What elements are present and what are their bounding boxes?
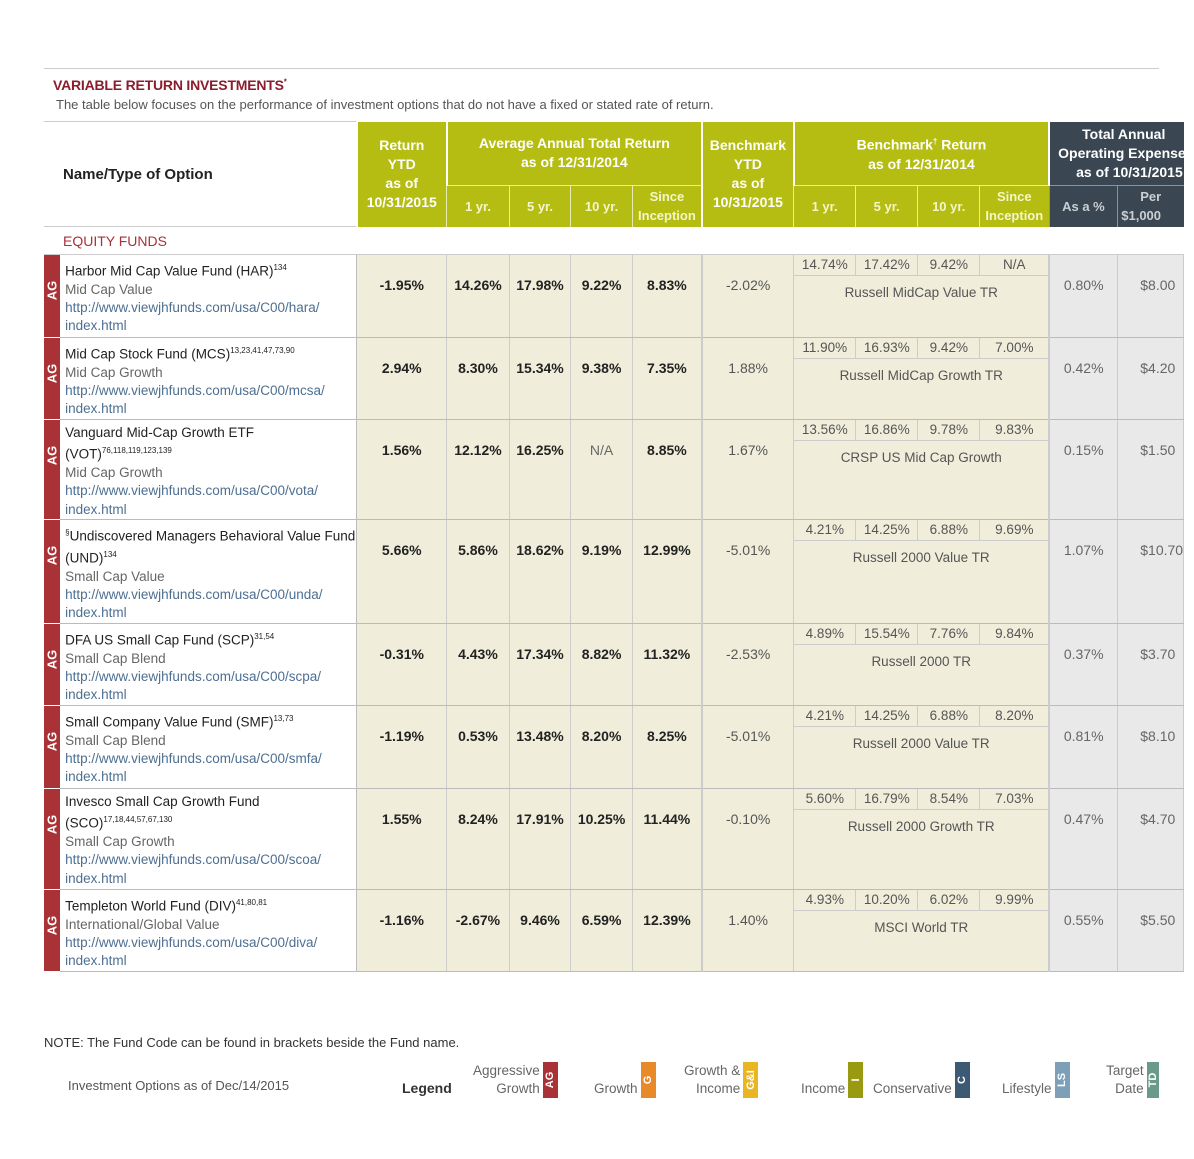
header-return-ytd xyxy=(357,122,447,227)
return-ytd: -1.16% xyxy=(357,889,447,971)
header-1yr: 1 yr. xyxy=(447,186,510,227)
header-10yr: 10 yr. xyxy=(571,186,633,227)
fund-footnotes: 13,73 xyxy=(273,713,294,723)
header-line: as of 12/31/2014 xyxy=(868,156,975,173)
legend-code: G xyxy=(642,1075,655,1085)
header-5yr: 5 yr. xyxy=(509,186,571,227)
legend-label: Legend xyxy=(402,1080,452,1096)
header-bench-1yr: 1 yr. xyxy=(794,186,856,227)
benchmark-since-inception: 7.03% xyxy=(995,790,1034,806)
category-code: AG xyxy=(44,915,60,936)
expense-pct: 0.47% xyxy=(1049,788,1118,889)
benchmark-returns xyxy=(794,338,1048,359)
return-10yr: 6.59% xyxy=(571,889,633,971)
benchmark-returns xyxy=(794,255,1048,276)
fund-type: Mid Cap Growth xyxy=(65,364,163,380)
header-text: Return xyxy=(937,137,987,154)
legend-text-line: Growth xyxy=(496,1081,540,1096)
legend-code: AG xyxy=(544,1071,557,1089)
category-code: AG xyxy=(44,814,60,835)
legend-text-line: Conservative xyxy=(873,1081,952,1096)
benchmark-ytd: -0.10% xyxy=(702,788,794,889)
header-line: Return xyxy=(379,137,425,153)
fund-name-text: DFA US Small Cap Fund (SCP) xyxy=(65,632,255,648)
return-10yr: 8.82% xyxy=(571,623,633,705)
benchmark-1yr: 4.93% xyxy=(794,890,856,910)
fund-name xyxy=(65,710,356,732)
benchmark-10yr: 6.02% xyxy=(918,890,980,910)
header-name-type: Name/Type of Option xyxy=(44,122,357,227)
legend-swatch xyxy=(1055,1062,1070,1098)
fund-link-line[interactable]: index.html xyxy=(65,769,127,785)
benchmark-1yr: 14.74% xyxy=(794,255,856,275)
fund-name-text: Vanguard Mid-Cap Growth ETF (VOT) xyxy=(65,425,254,462)
benchmark-since-inception: 7.00% xyxy=(995,340,1034,355)
fund-name-text: Invesco Small Cap Growth Fund (SCO) xyxy=(65,793,260,831)
fund-footnotes: 13,23,41,47,73,90 xyxy=(230,346,295,355)
benchmark-cell xyxy=(794,519,1049,623)
header-line: YTD xyxy=(387,156,416,172)
legend-text-line: Income xyxy=(801,1081,846,1096)
return-since-inception: 12.39% xyxy=(632,889,702,971)
return-10yr: 10.25% xyxy=(571,788,633,889)
header-line: Inception xyxy=(638,208,696,224)
expense-per-1000: $8.10 xyxy=(1118,705,1184,788)
legend-text xyxy=(594,1080,638,1098)
benchmark-since-inception: 8.20% xyxy=(995,707,1034,723)
expense-per-1000: $1.50 xyxy=(1118,420,1184,520)
expense-per-1000: $10.70 xyxy=(1118,519,1184,623)
legend-text xyxy=(473,1062,540,1098)
return-ytd: -1.19% xyxy=(357,705,447,788)
header-operating-expenses xyxy=(1049,122,1194,186)
legend-swatch xyxy=(543,1062,558,1098)
return-since-inception: 8.83% xyxy=(632,255,702,338)
header-line: $1,000 xyxy=(1121,208,1162,224)
benchmark-1yr: 4.21% xyxy=(794,706,856,726)
fund-name-cell xyxy=(60,255,357,338)
return-since-inception: 8.85% xyxy=(632,420,702,520)
header-line xyxy=(795,132,1048,155)
fund-link-line[interactable]: index.html xyxy=(65,953,127,969)
fund-row xyxy=(44,889,1184,971)
fund-row xyxy=(44,519,1184,623)
benchmark-cell xyxy=(794,420,1049,520)
benchmark-10yr: 9.42% xyxy=(918,255,980,275)
benchmark-ytd: 1.88% xyxy=(702,338,794,420)
return-5yr: 13.48% xyxy=(509,705,571,788)
benchmark-ytd: -2.53% xyxy=(702,623,794,705)
fund-name xyxy=(65,424,356,464)
fund-name-text: Mid Cap Stock Fund (MCS) xyxy=(65,346,231,362)
return-1yr: 12.12% xyxy=(447,420,510,520)
fund-name xyxy=(65,342,356,364)
benchmark-10yr: 6.88% xyxy=(918,520,980,540)
return-since-inception: 12.99% xyxy=(632,519,702,623)
return-since-inception: 8.25% xyxy=(632,705,702,788)
benchmark-5yr: 16.79% xyxy=(856,789,918,809)
fund-link-line[interactable]: index.html xyxy=(65,870,127,886)
fund-link-line[interactable]: http://www.viewjhfunds.com/usa/C00/mcsa/ xyxy=(65,383,325,399)
fund-footnotes: 134 xyxy=(103,549,117,559)
category-code: AG xyxy=(44,545,60,566)
return-5yr: 15.34% xyxy=(509,338,571,420)
title-footnote-mark: * xyxy=(283,77,287,87)
legend-item-c xyxy=(873,1062,970,1098)
benchmark-1yr: 13.56% xyxy=(794,420,856,440)
legend-code: TD xyxy=(1146,1072,1159,1088)
fund-name-cell xyxy=(60,889,357,971)
legend-swatch xyxy=(641,1062,656,1098)
fund-name-cell xyxy=(60,705,357,788)
return-ytd: 5.66% xyxy=(357,519,447,623)
header-line: Since xyxy=(996,189,1032,205)
legend-text-line: Growth xyxy=(594,1081,638,1096)
expense-per-1000: $4.70 xyxy=(1118,788,1184,889)
fund-type: Small Cap Value xyxy=(65,568,165,584)
header-line: as of 12/31/2014 xyxy=(521,154,628,171)
benchmark-cell xyxy=(794,255,1049,338)
benchmark-ytd: -5.01% xyxy=(702,519,794,623)
benchmark-10yr: 9.42% xyxy=(918,338,980,358)
category-tag-aggressive-growth xyxy=(44,420,60,520)
legend-text xyxy=(801,1080,845,1098)
benchmark-5yr: 15.54% xyxy=(856,624,918,644)
return-10yr: 9.38% xyxy=(571,338,633,420)
legend-item-ls xyxy=(1002,1062,1070,1098)
header-bench-since-inception xyxy=(979,186,1049,227)
fund-link[interactable] xyxy=(65,299,356,336)
fund-row xyxy=(44,705,1184,788)
top-rule xyxy=(44,68,1159,69)
return-ytd: -0.31% xyxy=(357,623,447,705)
legend-code: LS xyxy=(1056,1072,1069,1088)
category-tag-aggressive-growth xyxy=(44,255,60,338)
title-text: VARIABLE RETURN INVESTMENTS xyxy=(53,77,284,93)
header-line: as of 10/31/2015 xyxy=(1076,163,1183,180)
benchmark-cell xyxy=(794,705,1049,788)
header-line: YTD xyxy=(733,156,762,172)
benchmark-name: MSCI World TR xyxy=(874,919,969,935)
return-5yr: 17.34% xyxy=(509,623,571,705)
return-since-inception: 11.32% xyxy=(632,623,702,705)
fund-row xyxy=(44,338,1184,420)
legend-text-line: Target Date xyxy=(1106,1063,1144,1096)
expense-pct: 1.07% xyxy=(1049,519,1118,623)
fund-link[interactable] xyxy=(65,482,356,519)
fund-name-text: Harbor Mid Cap Value Fund (HAR) xyxy=(65,263,274,279)
category-tag-aggressive-growth xyxy=(44,788,60,889)
return-10yr: N/A xyxy=(571,420,633,520)
benchmark-name: CRSP US Mid Cap Growth xyxy=(840,450,1002,465)
header-line: Per xyxy=(1140,189,1162,205)
benchmark-10yr: 6.88% xyxy=(918,706,980,726)
benchmark-10yr: 9.78% xyxy=(918,420,980,440)
return-5yr: 16.25% xyxy=(509,420,571,520)
fund-row xyxy=(44,788,1184,889)
legend-item-td xyxy=(1086,1062,1159,1098)
benchmark-5yr: 14.25% xyxy=(856,706,918,726)
fund-link[interactable] xyxy=(65,668,356,705)
fund-row xyxy=(44,255,1184,338)
category-code: AG xyxy=(44,280,60,301)
legend-swatch xyxy=(955,1062,970,1098)
benchmark-name: Russell MidCap Value TR xyxy=(844,285,998,300)
return-1yr: 4.43% xyxy=(447,623,510,705)
fund-name-text: Templeton World Fund (DIV) xyxy=(65,898,236,914)
benchmark-ytd: -5.01% xyxy=(702,705,794,788)
fund-link-line[interactable]: http://www.viewjhfunds.com/usa/C00/scoa/ xyxy=(65,852,322,868)
return-1yr: -2.67% xyxy=(447,889,510,971)
legend-text-line: Lifestyle xyxy=(1002,1081,1052,1096)
benchmark-ytd: 1.40% xyxy=(702,889,794,971)
benchmark-name: Russell MidCap Growth TR xyxy=(839,368,1003,383)
benchmark-returns xyxy=(794,520,1048,541)
benchmark-returns xyxy=(794,890,1048,911)
fund-link-line[interactable]: http://www.viewjhfunds.com/usa/C00/vota/ xyxy=(65,483,319,499)
return-5yr: 17.98% xyxy=(509,255,571,338)
expense-per-1000: $3.70 xyxy=(1118,623,1184,705)
benchmark-1yr: 5.60% xyxy=(794,789,856,809)
fund-row xyxy=(44,623,1184,705)
fund-name-cell xyxy=(60,623,357,705)
fund-type: Small Cap Blend xyxy=(65,732,166,748)
category-code: AG xyxy=(44,731,60,752)
investment-options-date: Investment Options as of Dec/14/2015 xyxy=(68,1078,290,1093)
fund-footnotes: 134 xyxy=(273,263,287,272)
fund-type: International/Global Value xyxy=(65,916,220,932)
header-line: 10/31/2015 xyxy=(712,194,783,210)
header-bench-5yr: 5 yr. xyxy=(855,186,918,227)
benchmark-ytd: 1.67% xyxy=(702,420,794,520)
legend-text-line: Growth & xyxy=(684,1063,741,1078)
category-tag-aggressive-growth xyxy=(44,889,60,971)
header-line: as of xyxy=(731,175,765,191)
fund-link-line[interactable]: index.html xyxy=(65,318,127,334)
fund-code-note: NOTE: The Fund Code can be found in brackets beside the Fund name. xyxy=(44,1035,460,1050)
fund-type: Small Cap Blend xyxy=(65,650,166,666)
return-10yr: 9.22% xyxy=(571,255,633,338)
legend-item-g-i xyxy=(684,1062,758,1098)
category-tag-aggressive-growth xyxy=(44,705,60,788)
fund-type: Mid Cap Growth xyxy=(65,465,163,481)
return-1yr: 14.26% xyxy=(447,255,510,338)
benchmark-1yr: 4.89% xyxy=(794,624,856,644)
return-1yr: 0.53% xyxy=(447,705,510,788)
fund-name xyxy=(65,524,356,568)
header-since-inception xyxy=(632,186,702,227)
section-subtitle: The table below focuses on the performance of investment options that do not have a fixed or stated rate of return. xyxy=(56,97,714,112)
benchmark-since-inception: 9.69% xyxy=(995,521,1034,537)
header-expense-per-1000 xyxy=(1118,186,1184,227)
benchmark-cell xyxy=(794,338,1049,420)
benchmark-name: Russell 2000 Value TR xyxy=(852,549,990,565)
category-code: AG xyxy=(44,445,60,466)
legend-text xyxy=(1002,1080,1052,1098)
category-code: AG xyxy=(44,363,60,384)
performance-table xyxy=(44,121,1194,972)
expense-per-1000: $8.00 xyxy=(1118,255,1184,338)
header-line: 10/31/2015 xyxy=(366,194,437,210)
benchmark-name: Russell 2000 TR xyxy=(871,653,971,669)
fund-link[interactable] xyxy=(65,934,356,971)
return-5yr: 18.62% xyxy=(509,519,571,623)
fund-name xyxy=(65,793,356,833)
fund-link-line[interactable]: index.html xyxy=(65,605,127,621)
fund-row xyxy=(44,420,1184,520)
benchmark-returns xyxy=(794,789,1048,810)
fund-link[interactable] xyxy=(65,382,356,419)
return-1yr: 8.30% xyxy=(447,338,510,420)
return-ytd: -1.95% xyxy=(357,255,447,338)
header-line: Average Annual Total Return xyxy=(478,135,670,152)
fund-name-cell xyxy=(60,338,357,420)
fund-name xyxy=(65,259,356,281)
benchmark-10yr: 7.76% xyxy=(918,624,980,644)
header-line: Operating Expenses xyxy=(1058,144,1194,161)
header-benchmark-ytd xyxy=(702,122,794,227)
header-expense-pct: As a % xyxy=(1049,186,1118,227)
legend-item-ag xyxy=(473,1062,558,1098)
fund-type: Mid Cap Value xyxy=(65,281,153,297)
legend-swatch xyxy=(743,1062,758,1098)
header-line: Since xyxy=(649,189,685,205)
benchmark-name: Russell 2000 Growth TR xyxy=(847,818,995,834)
expense-pct: 0.80% xyxy=(1049,255,1118,338)
legend-text xyxy=(1086,1062,1144,1098)
benchmark-since-inception: 9.84% xyxy=(995,625,1034,641)
benchmark-cell xyxy=(794,623,1049,705)
benchmark-5yr: 14.25% xyxy=(856,520,918,540)
fund-name-cell xyxy=(60,519,357,623)
legend-code: C xyxy=(956,1076,969,1084)
fund-type: Small Cap Growth xyxy=(65,834,175,850)
header-line: as of xyxy=(385,175,419,191)
fund-footnotes: 41,80,81 xyxy=(235,897,268,907)
return-10yr: 9.19% xyxy=(571,519,633,623)
fund-link[interactable] xyxy=(65,750,356,787)
legend-swatch xyxy=(1147,1062,1159,1098)
return-1yr: 8.24% xyxy=(447,788,510,889)
benchmark-10yr: 8.54% xyxy=(918,789,980,809)
return-since-inception: 11.44% xyxy=(632,788,702,889)
return-ytd: 1.56% xyxy=(357,420,447,520)
benchmark-5yr: 17.42% xyxy=(856,255,918,275)
return-ytd: 1.55% xyxy=(357,788,447,889)
legend-code: G&I xyxy=(744,1070,757,1090)
benchmark-1yr: 4.21% xyxy=(794,520,856,540)
expense-pct: 0.37% xyxy=(1049,623,1118,705)
expense-pct: 0.55% xyxy=(1049,889,1118,971)
expense-per-1000: $5.50 xyxy=(1118,889,1184,971)
legend-text xyxy=(873,1080,952,1098)
fund-footnotes: 17,18,44,57,67,130 xyxy=(103,815,173,825)
header-line: Benchmark xyxy=(709,137,787,153)
expense-pct: 0.81% xyxy=(1049,705,1118,788)
fund-link-line[interactable]: index.html xyxy=(65,687,127,703)
benchmark-5yr: 16.93% xyxy=(856,338,918,358)
category-code: AG xyxy=(44,649,60,670)
benchmark-returns xyxy=(794,706,1048,727)
benchmark-cell xyxy=(794,788,1049,889)
benchmark-since-inception: 9.83% xyxy=(995,422,1034,437)
return-10yr: 8.20% xyxy=(571,705,633,788)
fund-footnotes: 76,118,119,123,139 xyxy=(101,446,172,456)
benchmark-5yr: 10.20% xyxy=(856,890,918,910)
header-benchmark-return xyxy=(794,122,1049,186)
legend-swatch xyxy=(848,1062,863,1098)
return-ytd: 2.94% xyxy=(357,338,447,420)
fund-link-line[interactable]: index.html xyxy=(65,501,127,517)
section-title xyxy=(53,77,287,93)
fund-link-line[interactable]: http://www.viewjhfunds.com/usa/C00/scpa/ xyxy=(65,669,322,685)
category-tag-aggressive-growth xyxy=(44,519,60,623)
legend-code: I xyxy=(849,1078,862,1082)
legend-item-i xyxy=(801,1062,863,1098)
fund-name-cell xyxy=(60,420,357,520)
fund-footnote-prefix: § xyxy=(65,527,70,537)
fund-name-cell xyxy=(60,788,357,889)
expense-per-1000: $4.20 xyxy=(1118,338,1184,420)
legend-text-line: Income xyxy=(696,1081,741,1096)
expense-pct: 0.42% xyxy=(1049,338,1118,420)
return-5yr: 9.46% xyxy=(509,889,571,971)
fund-link-line[interactable]: index.html xyxy=(65,401,127,417)
return-5yr: 17.91% xyxy=(509,788,571,889)
fund-link-line[interactable]: http://www.viewjhfunds.com/usa/C00/diva/ xyxy=(65,935,318,951)
header-bench-10yr: 10 yr. xyxy=(918,186,980,227)
benchmark-ytd: -2.02% xyxy=(702,255,794,338)
legend-item-g xyxy=(594,1062,656,1098)
benchmark-returns xyxy=(794,420,1048,441)
header-line: Total Annual xyxy=(1082,125,1166,142)
return-1yr: 5.86% xyxy=(447,519,510,623)
fund-name-text: Small Company Value Fund (SMF) xyxy=(65,714,274,730)
benchmark-cell xyxy=(794,889,1049,971)
fund-link[interactable] xyxy=(65,586,356,623)
header-text: Benchmark xyxy=(856,137,933,154)
fund-name-text: Undiscovered Managers Behavioral Value Fund (UND) xyxy=(65,528,356,566)
benchmark-returns xyxy=(794,624,1048,645)
legend-text-line: Aggressive xyxy=(473,1063,540,1078)
benchmark-5yr: 16.86% xyxy=(856,420,918,440)
fund-name xyxy=(65,628,356,650)
fund-link-line[interactable]: http://www.viewjhfunds.com/usa/C00/smfa/ xyxy=(65,751,322,767)
benchmark-1yr: 11.90% xyxy=(794,338,856,358)
header-footnote-mark: † xyxy=(932,137,938,147)
benchmark-since-inception: 9.99% xyxy=(995,891,1034,907)
header-average-annual-return xyxy=(447,122,702,186)
fund-name xyxy=(65,894,356,916)
fund-footnotes: 31,54 xyxy=(254,631,275,641)
return-since-inception: 7.35% xyxy=(632,338,702,420)
section-label-equity-funds: EQUITY FUNDS xyxy=(44,227,1184,255)
expense-pct: 0.15% xyxy=(1049,420,1118,520)
header-line: Inception xyxy=(985,208,1044,224)
fund-link-line[interactable]: http://www.viewjhfunds.com/usa/C00/unda/ xyxy=(65,586,323,602)
benchmark-since-inception: N/A xyxy=(1003,257,1026,272)
category-tag-aggressive-growth xyxy=(44,623,60,705)
category-tag-aggressive-growth xyxy=(44,338,60,420)
fund-link-line[interactable]: http://www.viewjhfunds.com/usa/C00/hara/ xyxy=(65,300,320,316)
fund-link[interactable] xyxy=(65,851,356,888)
legend-text xyxy=(684,1062,740,1098)
benchmark-name: Russell 2000 Value TR xyxy=(852,735,990,751)
